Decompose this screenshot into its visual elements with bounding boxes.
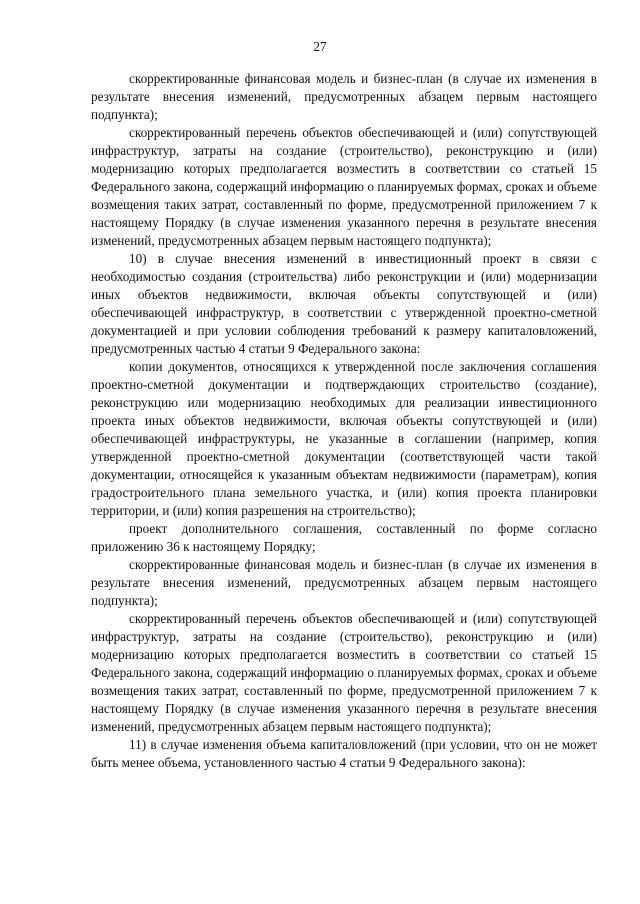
paragraph: проект дополнительного соглашения, составленный по форме согласно приложению 36 к настоящему Порядку; — [91, 521, 597, 554]
paragraph: скорректированный перечень объектов обеспечивающей и (или) сопутствующей инфраструктур, затраты на создание (строительство), реконструкцию и (или) модернизацию которых предполагается возместить в соответствии со статьей 15 Федерального закона, содержащий информацию о планируемых формах, сроках и объеме возмещения таких затрат, составленный по форме, предусмотренной приложением 7 к настоящему Порядку (в случае изменения указанного перечня в результате внесения изменений, предусмотренных абзацем первым настоящего подпункта); — [91, 125, 597, 248]
page-number: 27 — [313, 39, 327, 54]
paragraph: копии документов, относящихся к утвержденной после заключения соглашения проектно-сметной документации и подтверждающих строительство (создание), реконструкцию или модернизацию необходимых для реализации инвестиционного проекта иных объектов недвижимости, включая объекты сопутствующей и (или) обеспечивающей инфраструктуры, не указанные в соглашении (например, копия утвержденной проектно-сметной документации (соответствующей части такой документации, относящейся к указанным объектам недвижимости (параметрам), копия градостроительного плана земельного участка, и (или) копия проекта планировки территории, и (или) копия разрешения на строительство); — [91, 359, 597, 518]
paragraph: скорректированные финансовая модель и бизнес-план (в случае их изменения в результате внесения изменений, предусмотренных абзацем первым настоящего подпункта); — [91, 557, 597, 608]
paragraph: 11) в случае изменения объема капиталовложений (при условии, что он не может быть менее объема, установленного частью 4 статьи 9 Федерального закона): — [91, 737, 597, 770]
paragraph: скорректированный перечень объектов обеспечивающей и (или) сопутствующей инфраструктур, затраты на создание (строительство), реконструкцию и (или) модернизацию которых предполагается возместить в соответствии со статьей 15 Федерального закона, содержащий информацию о планируемых формах, сроках и объеме возмещения таких затрат, составленный по форме, предусмотренной приложением 7 к настоящему Порядку (в случае изменения указанного перечня в результате внесения изменений, предусмотренных абзацем первым настоящего подпункта); — [91, 611, 597, 734]
paragraph: скорректированные финансовая модель и бизнес-план (в случае их изменения в результате внесения изменений, предусмотренных абзацем первым настоящего подпункта); — [91, 71, 597, 122]
document-body — [91, 70, 597, 772]
paragraph: 10) в случае внесения изменений в инвестиционный проект в связи с необходимостью создания (строительства) либо реконструкции и (или) модернизации иных объектов недвижимости, включая объекты сопутствующей и (или) обеспечивающей инфраструктур, в соответствии с утвержденной проектно-сметной документацией и при условии соблюдения требований к размеру капиталовложений, предусмотренных частью 4 статьи 9 Федерального закона: — [91, 251, 597, 356]
